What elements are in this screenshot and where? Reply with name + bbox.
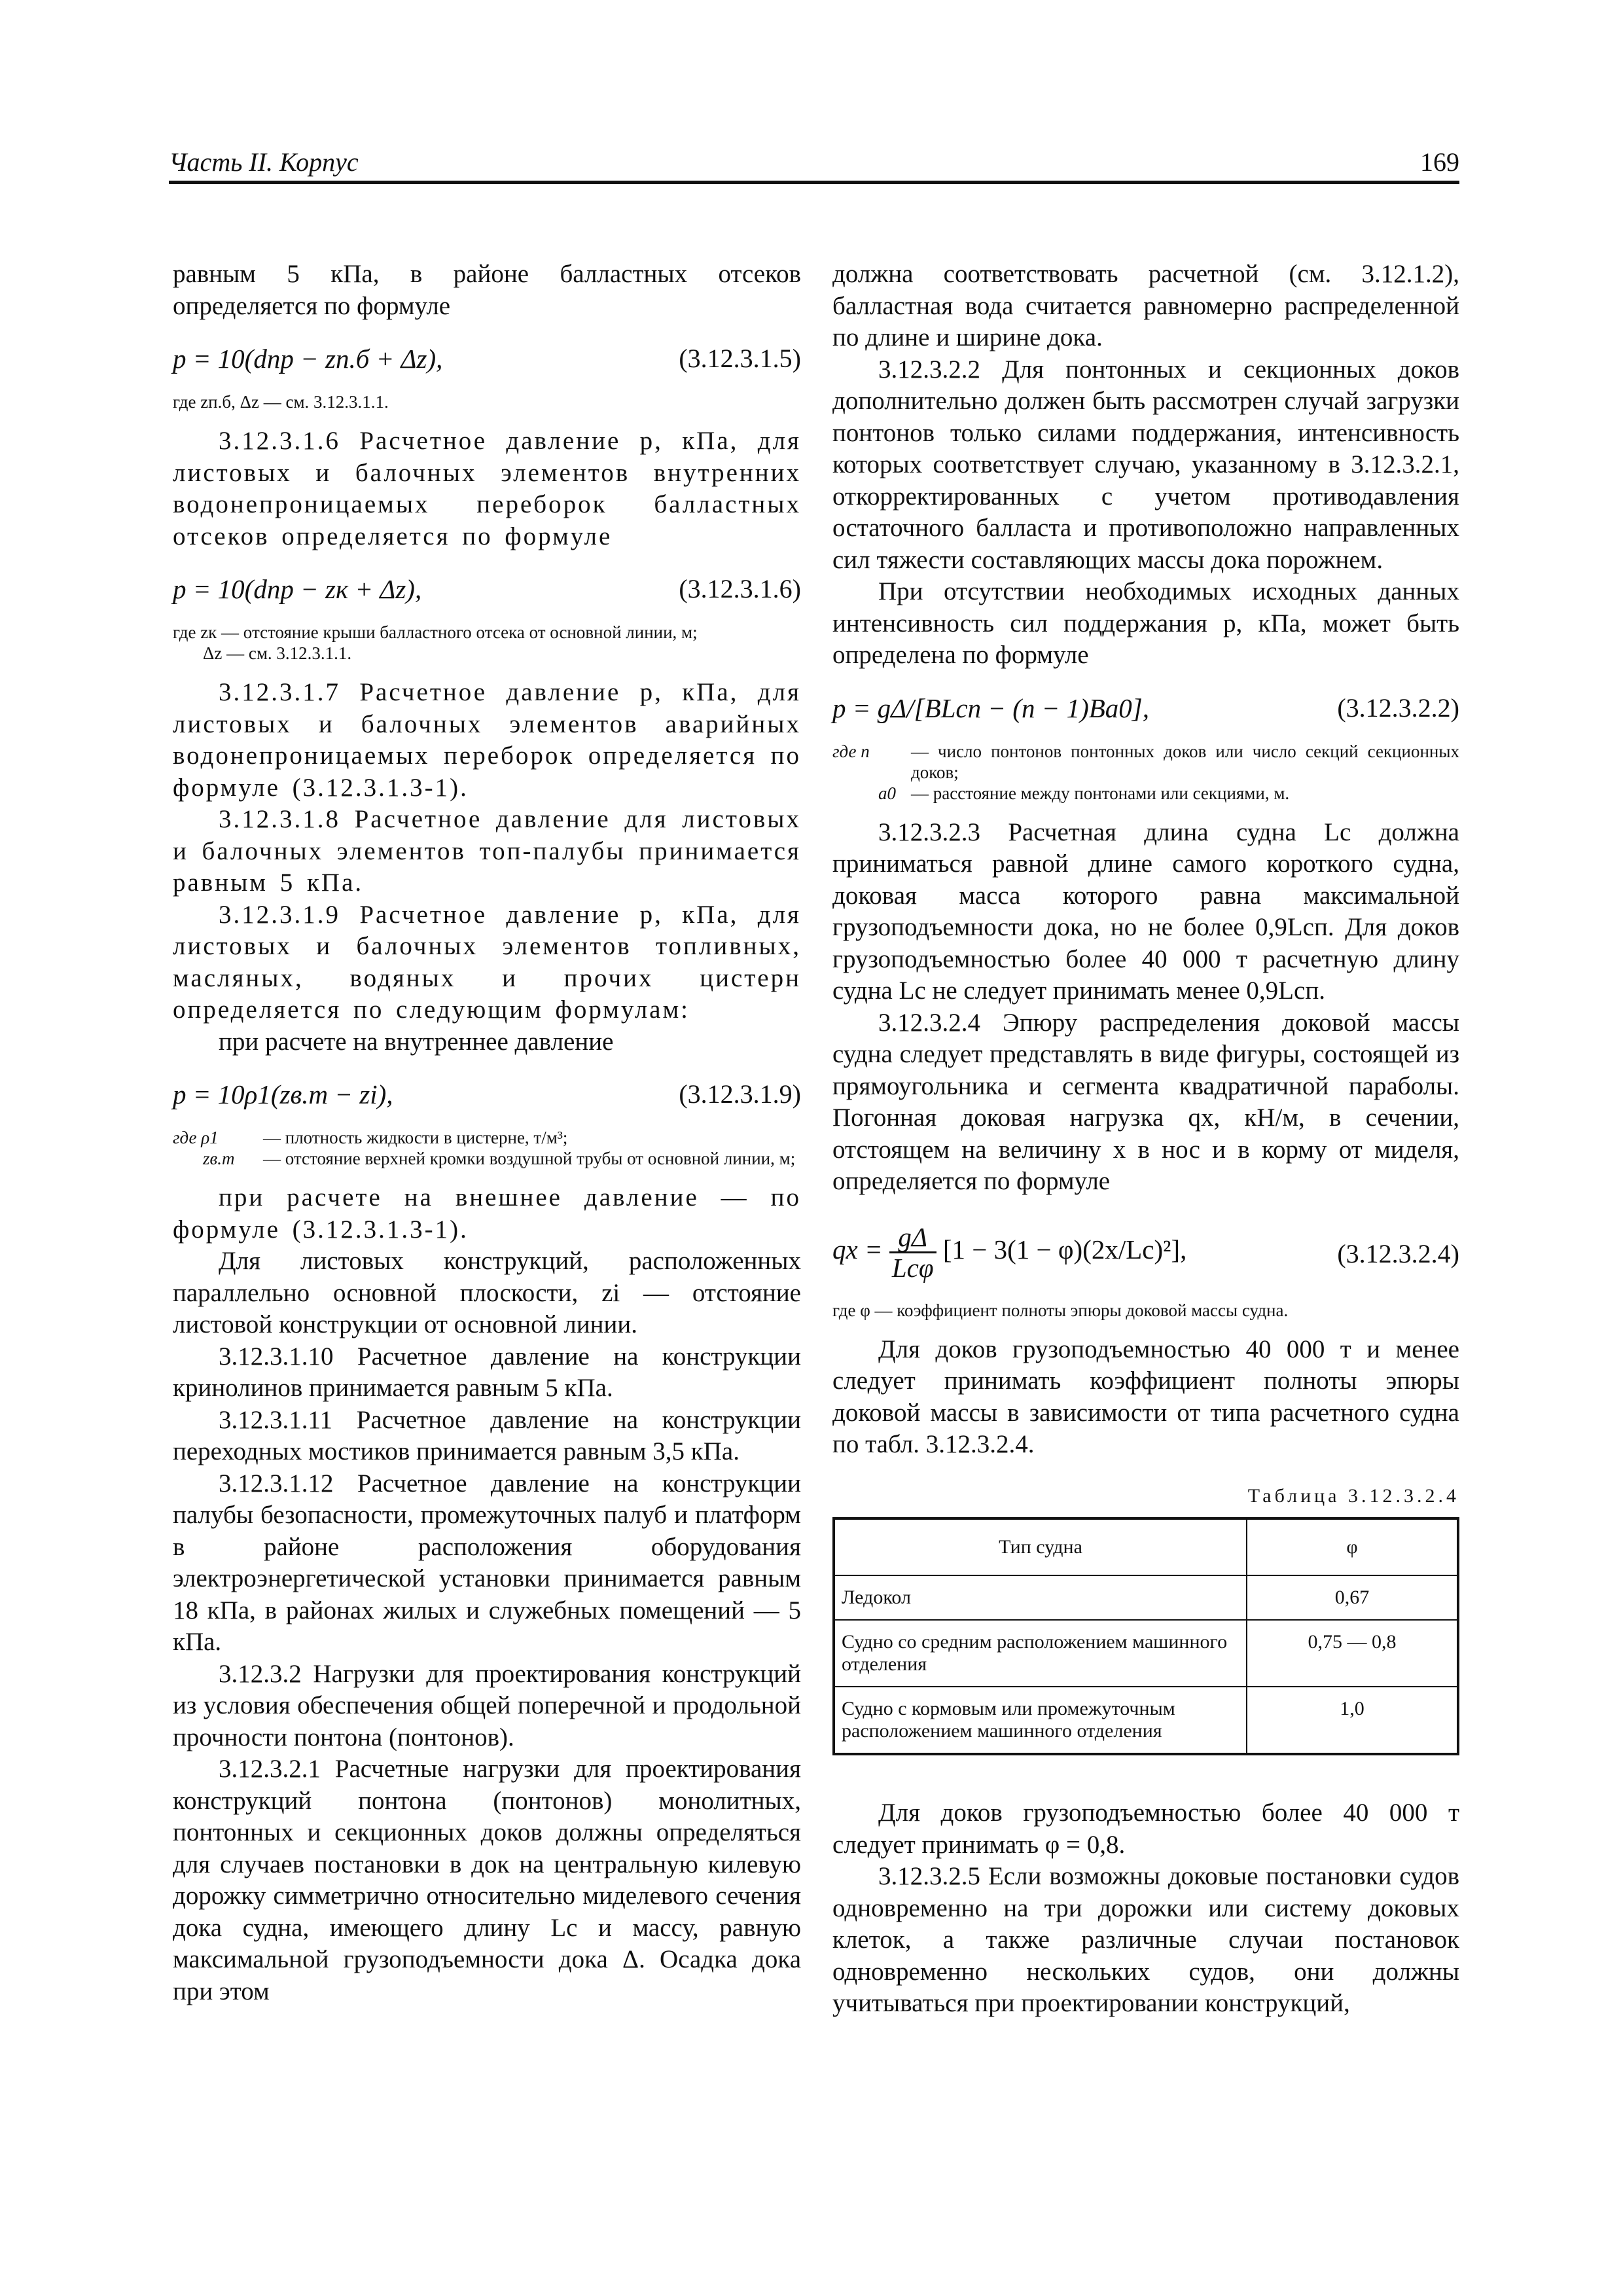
note-description: — отстояние верхней кромки воздушной трубы от основной линии, м; [263, 1149, 796, 1168]
formula-number: (3.12.3.2.2) [1337, 692, 1459, 723]
table-cell: 1,0 [1247, 1687, 1458, 1754]
table-header-row [834, 1518, 1458, 1575]
column-header-ship-type: Тип судна [834, 1518, 1247, 1575]
formula-3.12.3.1.9 [173, 1079, 801, 1118]
formula-3.12.3.2.4 [832, 1219, 1459, 1291]
formula-3.12.3.2.2 [832, 692, 1459, 732]
paragraph: при расчете на внешнее давление — по формуле (3.12.3.1.3-1). [173, 1183, 801, 1244]
table-cell: Ледокол [834, 1575, 1247, 1620]
formula-note [832, 741, 1459, 804]
formula-3.12.3.1.5 [173, 343, 801, 382]
formula-expression: p = 10ρ1(zв.т − zi), [173, 1079, 393, 1109]
formula-fraction [889, 1223, 936, 1282]
table-cell: 0,75 — 0,8 [1247, 1620, 1458, 1687]
paragraph-3.12.3.1.8: 3.12.3.1.8 Расчетное давление для листовых и балочных элементов топ-палубы принимается равным 5 кПа. [173, 805, 801, 897]
formula-note [173, 1127, 801, 1169]
paragraph-3.12.3.2.3: 3.12.3.2.3 Расчетная длина судна Lс должна приниматься равной длине самого короткого судна, доковая масса которого равна максимальной грузоподъемности дока, но не более 0,9Lсп. Для доков грузоподъемностью более 40 000 т расчетную длину судна Lс не следует принимать менее 0,9Lсп. [832, 817, 1459, 1005]
note-line: Δz — см. 3.12.3.1.1. [203, 643, 352, 663]
formula-note [832, 1300, 1459, 1321]
note-text: где φ — коэффициент полноты эпюры доковой массы судна. [832, 1300, 1289, 1320]
paragraph-3.12.3.2.1: 3.12.3.2.1 Расчетные нагрузки для проектирования конструкций понтона (понтонов) монолитных, понтонных и секционных доков должны определяться для случаев постановки в док на центральную килевую дорожку симметрично относительно миделевого сечения дока судна, имеющего длину Lс и массу, равную максимальной грузоподъемности дока Δ. Осадка дока при этом [173, 1755, 801, 2005]
table-caption: Таблица 3.12.3.2.4 [1247, 1484, 1459, 1507]
paragraph: Для доков грузоподъемностью более 40 000 т следует принимать φ = 0,8. [832, 1799, 1459, 1859]
fraction-numerator: gΔ [889, 1223, 936, 1253]
table-cell: Судно со средним расположением машинного отделения [834, 1620, 1247, 1687]
formula-expression [832, 1223, 1186, 1282]
fraction-denominator: Lсφ [891, 1252, 934, 1283]
right-column [832, 259, 1459, 2020]
formula-expression: p = 10(dпр − zп.б + Δz), [173, 344, 443, 374]
note-symbol: где ρ1 [173, 1128, 219, 1147]
paragraph-3.12.3.2.4: 3.12.3.2.4 Эпюру распределения доковой массы судна следует представлять в виде фигуры, состоящей из прямоугольника и сегмента квадратичной параболы. Погонная доковая нагрузка qx, кН/м, в сечении, отстоящем на величину x в нос и в корму от миделя, определяется по формуле [832, 1008, 1459, 1195]
table-cell: Судно с кормовым или промежуточным расположением машинного отделения [834, 1687, 1247, 1754]
paragraph: должна соответствовать расчетной (см. 3.12.1.2), балластная вода считается равномерно распределенной по длине и ширине дока. [832, 260, 1459, 351]
paragraph-3.12.3.2.5: 3.12.3.2.5 Если возможны доковые постановки судов одновременно на три дорожки или систему доковых клеток, а также различные случаи постановок одновременно нескольких судов, они должны учитываться при проектировании конструкций, [832, 1862, 1459, 2017]
note-symbol: где n [832, 741, 870, 761]
formula-number: (3.12.3.1.9) [679, 1079, 801, 1109]
formula-3.12.3.1.6 [173, 573, 801, 613]
paragraph-3.12.3.2: 3.12.3.2 Нагрузки для проектирования конструкций из условия обеспечения общей поперечной и продольной прочности понтона (понтонов). [173, 1659, 801, 1751]
paragraph: При отсутствии необходимых исходных данных интенсивность сил поддержания p, кПа, может быть определена по формуле [832, 577, 1459, 669]
paragraph: Для листовых конструкций, расположенных параллельно основной плоскости, zi — отстояние листовой конструкции от основной линии. [173, 1247, 801, 1338]
table-row [834, 1620, 1458, 1687]
formula-number: (3.12.3.1.5) [679, 344, 801, 373]
left-column [173, 259, 801, 2007]
table-row [834, 1687, 1458, 1754]
ship-type-table [832, 1517, 1459, 1755]
paragraph-3.12.3.1.11: 3.12.3.1.11 Расчетное давление на конструкции переходных мостиков принимается равным 3,5 кПа. [173, 1405, 801, 1465]
note-description: — число понтонов понтонных доков или число секций секционных доков; [911, 741, 1459, 782]
formula-note [173, 622, 801, 664]
formula-rhs: [1 − 3(1 − φ)(2x/Lс)²], [942, 1234, 1187, 1265]
note-description: — плотность жидкости в цистерне, т/м³; [263, 1128, 568, 1147]
paragraph: равным 5 кПа, в районе балластных отсеков определяется по формуле [173, 260, 801, 320]
formula-expression: p = gΔ/[BLсп − (n − 1)Ba0], [832, 692, 1150, 723]
paragraph-3.12.3.1.12: 3.12.3.1.12 Расчетное давление на конструкции палубы безопасности, промежуточных палуб и платформ в районе расположения оборудования электроэнергетической установки принимается равным 18 кПа, в районах жилых и служебных помещений — 5 кПа. [173, 1469, 801, 1656]
table-row [834, 1575, 1458, 1620]
paragraph-3.12.3.1.6: 3.12.3.1.6 Расчетное давление p, кПа, для листовых и балочных элементов внутренних водонепроницаемых переборок балластных отсеков определяется по формуле [173, 427, 801, 550]
paragraph-3.12.3.1.7: 3.12.3.1.7 Расчетное давление p, кПа, для листовых и балочных элементов аварийных водонепроницаемых переборок определяется по формуле (3.12.3.1.3-1). [173, 678, 801, 802]
table-cell: 0,67 [1247, 1575, 1458, 1620]
formula-note [173, 391, 801, 412]
column-header-phi: φ [1247, 1518, 1458, 1575]
note-description: — расстояние между понтонами или секциями, м. [911, 783, 1290, 803]
paragraph: при расчете на внутреннее давление [219, 1027, 614, 1056]
note-symbol: zв.т [203, 1149, 235, 1168]
note-line: где zк — отстояние крыши балластного отсека от основной линии, м; [173, 622, 698, 642]
section-title: Часть II. Корпус [169, 147, 359, 177]
formula-expression: p = 10(dпр − zк + Δz), [173, 574, 422, 604]
note-text: где zп.б, Δz — см. 3.12.3.1.1. [173, 392, 389, 412]
formula-number: (3.12.3.2.4) [1337, 1238, 1459, 1268]
paragraph-3.12.3.1.9: 3.12.3.1.9 Расчетное давление p, кПа, для листовых и балочных элементов топливных, масляных, водяных и прочих цистерн определяется по следующим формулам: [173, 900, 801, 1024]
paragraph: Для доков грузоподъемностью 40 000 т и менее следует принимать коэффициент полноты эпюры доковой массы в зависимости от типа расчетного судна по табл. 3.12.3.2.4. [832, 1335, 1459, 1458]
formula-number: (3.12.3.1.6) [679, 574, 801, 603]
paragraph-3.12.3.2.2: 3.12.3.2.2 Для понтонных и секционных доков дополнительно должен быть рассмотрен случай загрузки понтонов только силами поддержания, интенсивность которых соответствует случаю, указанному в 3.12.3.2.1, откорректированных с учетом противодавления остаточного балласта и противоположно направленных сил тяжести составляющих массы дока порожнем. [832, 355, 1459, 574]
paragraph-3.12.3.1.10: 3.12.3.1.10 Расчетное давление на конструкции кринолинов принимается равным 5 кПа. [173, 1342, 801, 1402]
formula-lhs: qx = [832, 1234, 883, 1265]
page-number: 169 [1420, 147, 1459, 177]
running-header [169, 145, 1459, 184]
note-symbol: a0 [878, 783, 896, 803]
